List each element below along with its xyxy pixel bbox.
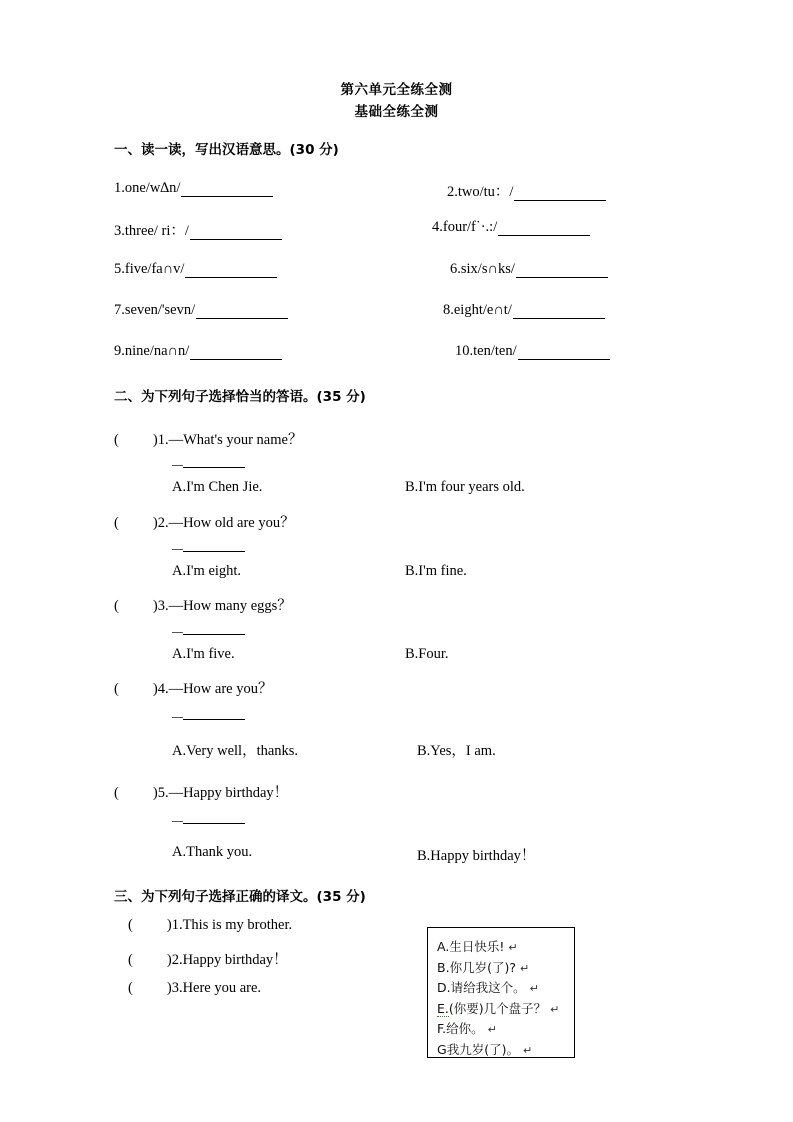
- vocab-item-9-blank[interactable]: [190, 346, 282, 360]
- t1-number: 1.: [171, 917, 183, 933]
- answer-box-option-b[interactable]: [437, 958, 574, 979]
- t2-sentence: Happy birthday！: [182, 952, 288, 968]
- t1-sentence: This is my brother.: [182, 917, 293, 933]
- section-3-question-3: [128, 980, 261, 997]
- q5-paren-close: ): [152, 785, 158, 801]
- vocab-item-1-text: 1.one/w∆n/: [114, 180, 181, 196]
- vocab-item-4: [432, 219, 590, 236]
- vocab-item-7: [114, 302, 288, 319]
- vocab-item-2-text: 2.two/tu：/: [447, 184, 514, 200]
- q2-paren-open: (: [114, 515, 119, 531]
- vocab-item-1: [114, 180, 273, 197]
- vocab-item-9: [114, 343, 282, 360]
- answer-box-option-b-label: B.: [437, 959, 450, 975]
- q5-answer-line: [172, 811, 245, 831]
- q1-number: 1.: [157, 432, 169, 448]
- section-3-heading: 三、为下列句子选择正确的译文。(35 分): [114, 889, 366, 905]
- q2-write-blank[interactable]: [183, 539, 245, 552]
- section-2-question-1: [114, 428, 302, 449]
- q4-paren-open: (: [114, 681, 119, 697]
- q1-write-blank[interactable]: [183, 455, 245, 468]
- answer-box-option-a-label: A.: [437, 939, 450, 954]
- q1-dash-icon: [172, 458, 183, 466]
- q1-paren-open: (: [114, 432, 119, 448]
- q3-dash-icon: [172, 625, 183, 633]
- t1-paren-close: ): [166, 917, 172, 933]
- q1-option-a[interactable]: A.I'm Chen Jie.: [172, 479, 263, 495]
- t2-paren-open: (: [128, 952, 133, 968]
- q2-prompt: —How old are you？: [168, 515, 295, 531]
- vocab-item-2-blank[interactable]: [514, 187, 606, 201]
- q4-dash-icon: [172, 710, 183, 718]
- vocab-item-8-text: 8.eight/e∩t/: [443, 302, 512, 318]
- q4-paren-close: ): [152, 681, 158, 697]
- q2-option-a[interactable]: A.I'm eight.: [172, 563, 242, 579]
- t1-paren-open: (: [128, 917, 133, 933]
- vocab-item-8: [443, 302, 605, 319]
- t3-paren-open: (: [128, 980, 133, 996]
- q1-option-b[interactable]: B.I'm four years old.: [405, 479, 525, 495]
- answer-box-option-d-label: D.: [437, 980, 451, 995]
- vocab-item-10-text: 10.ten/ten/: [455, 343, 517, 359]
- q4-option-a[interactable]: A.Very well，thanks.: [172, 743, 299, 759]
- section-2-question-4: [114, 677, 272, 698]
- vocab-item-5: [114, 261, 277, 278]
- t2-number: 2.: [171, 952, 183, 968]
- section-2-question-3: [114, 594, 292, 615]
- q5-paren-open: (: [114, 785, 119, 801]
- q4-write-blank[interactable]: [183, 707, 245, 720]
- pilcrow-icon: ↵: [519, 961, 530, 975]
- q1-paren-close: ): [152, 432, 158, 448]
- answer-box-option-e-label: E.: [437, 1000, 449, 1016]
- vocab-item-9-text: 9.nine/na∩n/: [114, 343, 190, 359]
- q3-write-blank[interactable]: [183, 622, 245, 635]
- q2-option-b[interactable]: B.I'm fine.: [405, 563, 467, 579]
- q1-prompt: —What's your name？: [168, 432, 303, 448]
- section-3-question-1: [128, 917, 292, 934]
- vocab-item-3-blank[interactable]: [190, 226, 282, 240]
- q3-paren-close: ): [152, 598, 158, 614]
- q4-answer-line: [172, 707, 245, 727]
- vocab-item-7-blank[interactable]: [196, 305, 288, 319]
- t2-paren-close: ): [166, 952, 172, 968]
- vocab-item-1-blank[interactable]: [181, 183, 273, 197]
- vocab-item-2: [447, 180, 606, 201]
- q5-prompt: —Happy birthday！: [168, 785, 289, 801]
- vocab-item-3-text: 3.three/ ri：/: [114, 223, 189, 239]
- pilcrow-icon: ↵: [550, 1002, 560, 1016]
- answer-box-option-g-label: G: [437, 1041, 447, 1057]
- answer-box-option-d-text: 请给我这个。: [450, 980, 526, 995]
- q3-option-a[interactable]: A.I'm five.: [172, 646, 235, 662]
- q5-option-a[interactable]: A.Thank you.: [172, 844, 253, 860]
- page-subtitle: 基础全练全测: [354, 104, 439, 120]
- q5-dash-icon: [172, 814, 183, 822]
- vocab-item-4-text: 4.four/f˙·.:/: [432, 219, 498, 235]
- q2-answer-line: [172, 539, 245, 559]
- section-2-question-2: [114, 511, 295, 532]
- vocab-item-10-blank[interactable]: [518, 346, 610, 360]
- vocab-item-5-blank[interactable]: [185, 264, 277, 278]
- answer-box-option-e-text: (你要)几个盘子？: [448, 1000, 547, 1016]
- translation-answer-box: [427, 927, 575, 1058]
- q4-option-b[interactable]: B.Yes，I am.: [417, 743, 496, 759]
- answer-box-option-f-label: F.: [437, 1021, 447, 1036]
- q4-prompt: —How are you？: [168, 681, 273, 697]
- section-2-question-5: [114, 781, 288, 802]
- section-1-heading: 一、读一读，写出汉语意思。(30 分): [114, 142, 339, 158]
- q4-number: 4.: [157, 681, 169, 697]
- vocab-item-8-blank[interactable]: [513, 305, 605, 319]
- q3-answer-line: [172, 622, 245, 642]
- q2-dash-icon: [172, 542, 183, 550]
- answer-box-option-a[interactable]: [437, 937, 574, 958]
- vocab-item-6: [450, 261, 608, 278]
- q3-number: 3.: [157, 598, 169, 614]
- section-2-heading: 二、为下列句子选择恰当的答语。(35 分): [114, 389, 366, 405]
- vocab-item-7-text: 7.seven/'sevn/: [114, 302, 196, 318]
- answer-box-option-f-text: 给你。: [446, 1021, 484, 1036]
- pilcrow-icon: ↵: [487, 1023, 497, 1036]
- pilcrow-icon: ↵: [508, 941, 518, 954]
- answer-box-option-d[interactable]: [437, 978, 574, 999]
- q5-number: 5.: [157, 785, 169, 801]
- q1-answer-line: [172, 455, 245, 475]
- answer-box-option-e[interactable]: [437, 999, 574, 1020]
- answer-box-option-g-text: 我九岁(了)。: [446, 1041, 519, 1057]
- pilcrow-icon: ↵: [529, 982, 539, 995]
- vocab-item-6-text: 6.six/s∩ks/: [450, 261, 515, 277]
- q3-paren-open: (: [114, 598, 119, 614]
- answer-box-option-g[interactable]: [437, 1040, 574, 1061]
- vocab-item-6-blank[interactable]: [516, 264, 608, 278]
- pilcrow-icon: ↵: [522, 1043, 533, 1057]
- vocab-item-4-blank[interactable]: [498, 222, 590, 236]
- q2-number: 2.: [157, 515, 169, 531]
- t3-paren-close: ): [166, 980, 172, 996]
- t3-sentence: Here you are.: [182, 980, 262, 996]
- answer-box-option-b-text: 你几岁(了)?: [449, 959, 516, 975]
- section-3-question-2: [128, 948, 288, 969]
- q3-prompt: —How many eggs？: [168, 598, 292, 614]
- vocab-item-10: [455, 343, 610, 360]
- vocab-item-3: [114, 219, 282, 240]
- q5-write-blank[interactable]: [183, 811, 245, 824]
- page-title: 第六单元全练全测: [340, 82, 453, 98]
- vocab-item-5-text: 5.five/fa∩v/: [114, 261, 185, 277]
- q5-option-b[interactable]: B.Happy birthday！: [417, 848, 536, 864]
- q2-paren-close: ): [152, 515, 158, 531]
- answer-box-option-f[interactable]: [437, 1019, 574, 1040]
- t3-number: 3.: [171, 980, 183, 996]
- answer-box-option-a-text: 生日快乐!: [449, 939, 505, 954]
- q3-option-b[interactable]: B.Four.: [405, 646, 449, 662]
